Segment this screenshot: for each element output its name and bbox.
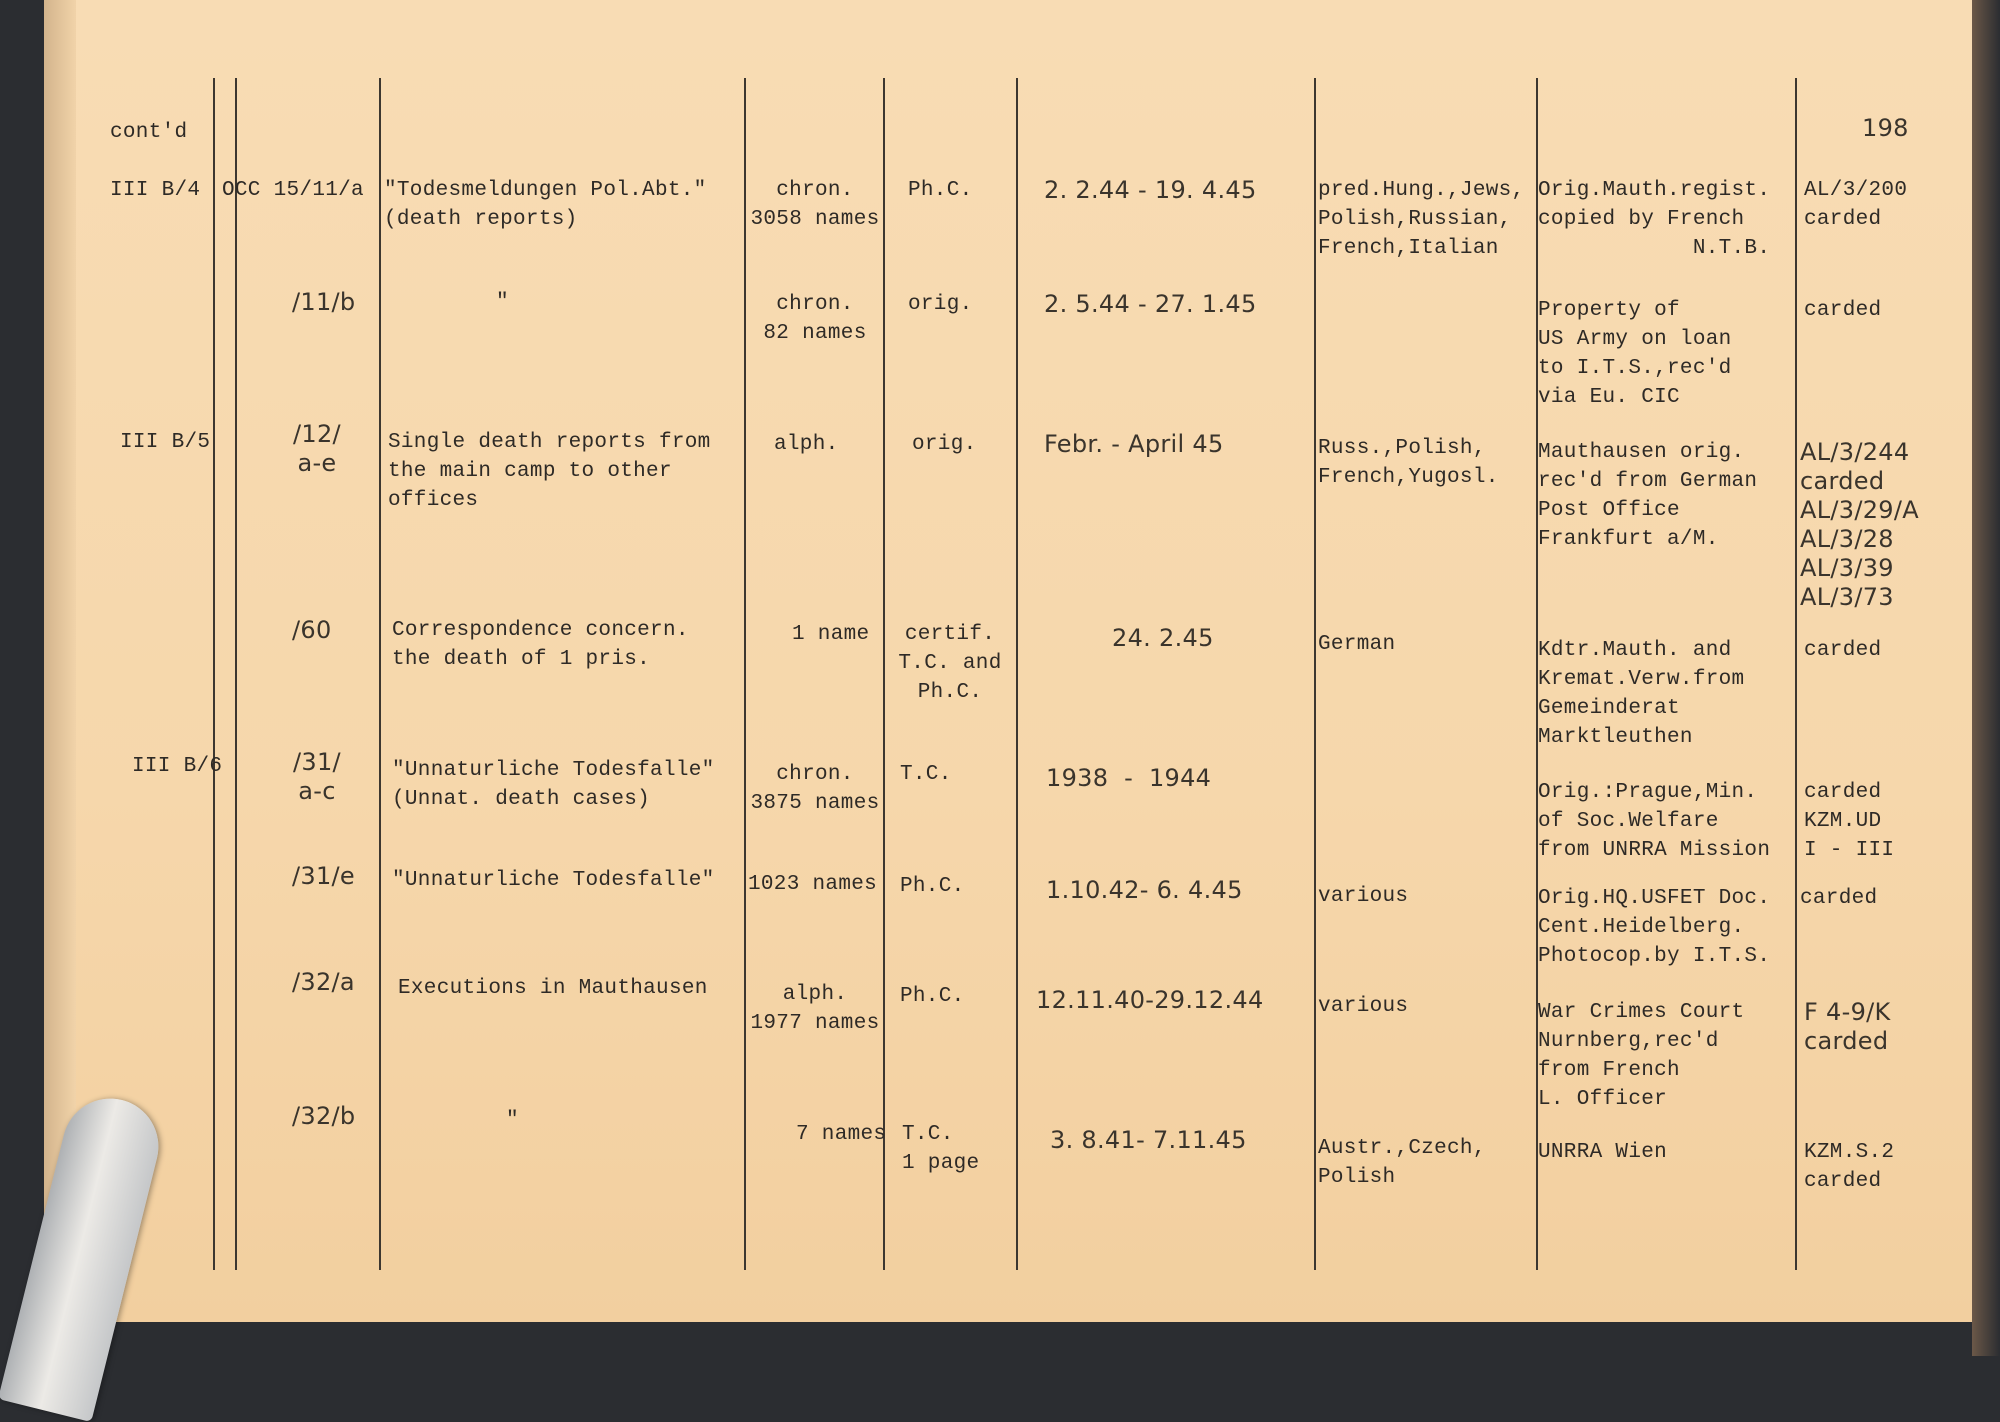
source: UNRRA Wien — [1538, 1141, 1668, 1164]
contd-label: cont'd — [110, 121, 188, 144]
source: Property of US Army on loan to I.T.S.,rec'd via Eu. CIC — [1538, 299, 1732, 409]
document-form: T.C. — [900, 763, 952, 786]
source: Mauthausen orig. rec'd from German Post Office Frankfurt a/M. — [1538, 441, 1758, 551]
document-code: /32/b — [292, 1102, 356, 1130]
document-form: certif. T.C. and Ph.C. — [898, 623, 1002, 704]
source: War Crimes Court Nurnberg,rec'd from French L. Officer — [1538, 1001, 1745, 1111]
column-rule — [1016, 78, 1018, 1270]
arrangement: alph. — [774, 433, 839, 456]
document-form: Ph.C. — [900, 875, 965, 898]
document-title: " — [506, 1109, 519, 1132]
date-range: 2. 5.44 - 27. 1.45 — [1044, 290, 1257, 318]
document-code: /32/a — [292, 968, 355, 996]
column-rule — [744, 78, 746, 1270]
arrangement: 1 name — [792, 623, 870, 646]
document-form: Ph.C. — [900, 985, 965, 1008]
reference: KZM.S.2 carded — [1804, 1141, 1895, 1193]
column-rule — [235, 78, 237, 1270]
arrangement: chron. 82 names — [763, 293, 867, 345]
column-rule — [1795, 78, 1797, 1270]
document-title: Executions in Mauthausen — [398, 977, 708, 1000]
arrangement: alph. 1977 names — [750, 983, 880, 1035]
reference: AL/3/244 carded AL/3/29/A AL/3/28 AL/3/39 AL/3/73 — [1800, 438, 1919, 611]
group-id: III B/6 — [132, 755, 223, 778]
nationality: various — [1318, 885, 1409, 908]
reference: carded KZM.UD I - III — [1804, 781, 1895, 862]
document-form: T.C. 1 page — [902, 1123, 980, 1175]
document-form: Ph.C. — [908, 179, 973, 202]
date-range: 3. 8.41- 7.11.45 — [1050, 1126, 1247, 1154]
column-rule — [213, 78, 215, 1270]
source: Orig.HQ.USFET Doc. Cent.Heidelberg. Photocop.by I.T.S. — [1538, 887, 1771, 968]
date-range: 1.10.42- 6. 4.45 — [1046, 876, 1243, 904]
document-code: /31/e — [292, 862, 355, 890]
nationality: German — [1318, 633, 1396, 656]
group-id: III B/4 — [110, 179, 201, 202]
arrangement: chron. 3875 names — [750, 763, 880, 815]
source: Kdtr.Mauth. and Kremat.Verw.from Gemeinderat Marktleuthen — [1538, 639, 1745, 749]
source: Orig.:Prague,Min. of Soc.Welfare from UNRRA Mission — [1538, 781, 1771, 862]
reference: F 4-9/K carded — [1804, 998, 1891, 1055]
group-id: III B/5 — [120, 431, 211, 454]
nationality: Russ.,Polish, French,Yugosl. — [1318, 437, 1499, 489]
document-code: /31/ a-c — [293, 748, 341, 805]
source: Orig.Mauth.regist. copied by French N.T.B. — [1538, 179, 1771, 260]
document-code: OCC 15/11/a — [222, 179, 364, 202]
document-code: /12/ a-e — [293, 420, 341, 477]
document-form: orig. — [912, 433, 977, 456]
nationality: various — [1318, 995, 1409, 1018]
binding-spine — [1972, 0, 2000, 1356]
reference: carded — [1804, 639, 1882, 662]
document-code: /11/b — [292, 288, 356, 316]
document-code: /60 — [292, 616, 332, 644]
column-rule — [1314, 78, 1316, 1270]
reference: carded — [1804, 299, 1882, 322]
document-form: orig. — [908, 293, 973, 316]
date-range: 2. 2.44 - 19. 4.45 — [1044, 176, 1257, 204]
date-range: Febr. - April 45 — [1044, 430, 1224, 458]
document-title: "Todesmeldungen Pol.Abt." (death reports) — [384, 179, 707, 231]
nationality: Austr.,Czech, Polish — [1318, 1137, 1486, 1189]
date-range: 24. 2.45 — [1112, 624, 1214, 652]
arrangement: 7 names — [796, 1123, 887, 1146]
arrangement: chron. 3058 names — [750, 179, 880, 231]
reference: AL/3/200 carded — [1804, 179, 1908, 231]
page-number: 198 — [1862, 114, 1909, 142]
date-range: 12.11.40-29.12.44 — [1036, 986, 1264, 1014]
document-title: "Unnaturliche Todesfalle" — [392, 869, 715, 892]
nationality: pred.Hung.,Jews, Polish,Russian, French,Italian — [1318, 179, 1525, 260]
arrangement: 1023 names — [748, 873, 878, 896]
date-range: 1938 - 1944 — [1046, 764, 1212, 792]
document-title: " — [496, 291, 509, 314]
document-title: Correspondence concern. the death of 1 pris. — [392, 619, 689, 671]
reference: carded — [1800, 887, 1878, 910]
column-rule — [379, 78, 381, 1270]
document-title: Single death reports from the main camp to other offices — [388, 431, 711, 512]
document-title: "Unnaturliche Todesfalle" (Unnat. death cases) — [392, 759, 715, 811]
